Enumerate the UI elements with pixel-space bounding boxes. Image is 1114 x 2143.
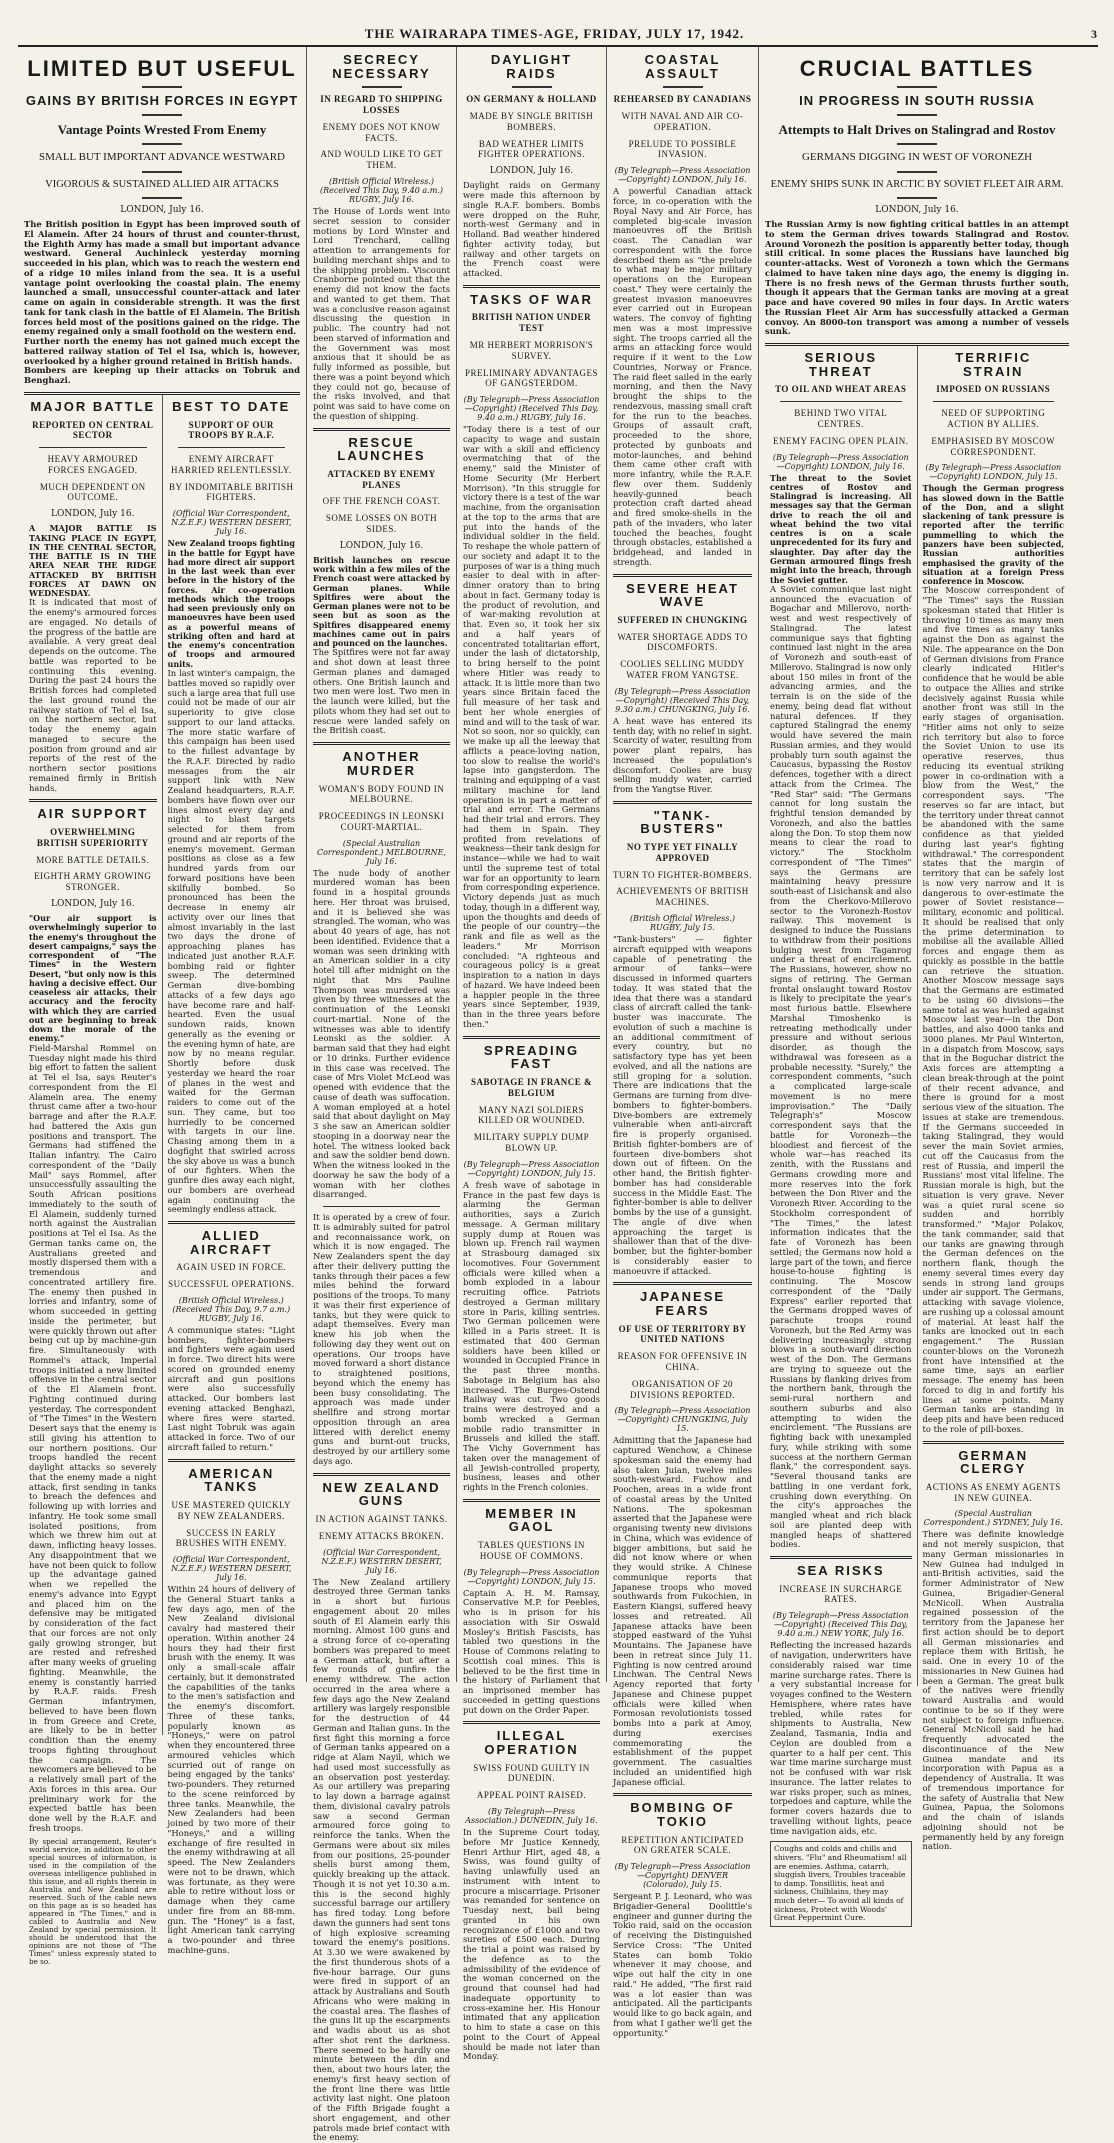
source-note: (By Telegraph—Press Association—Copyright) (Received This Day, 9.40 a.m.) RUGBY, July 16. [463, 395, 600, 423]
murder-story [313, 742, 450, 1466]
caps-paragraph: New Zealand troops fighting in the battle for Egypt have had more direct air support in the last week than ever before in the history of the forces. Air co-operation methods which the troops had seen previously only on manoeuvres have been used as a powerful means of striking often and hard at the enemy's concentration of troops and armoured units. [167, 538, 295, 669]
sub-central-sector: REPORTED ON CENTRAL SECTOR [32, 419, 154, 441]
source-note: (Special Australian Correspondent.) MELBOURNE, July 16. [316, 838, 447, 866]
heat-story [613, 574, 752, 795]
sub-guilty: SWISS FOUND GUILTY IN DUNEDIN. [473, 1762, 590, 1784]
subhead-arctic: ENEMY SHIPS SUNK IN ARCTIC BY SOVIET FLEET AIR ARM. [770, 178, 1064, 190]
sub-losses: SOME LOSSES ON BOTH SIDES. [325, 513, 438, 535]
divider [178, 447, 286, 448]
body-text: Reflecting the increased hazards of navigation, underwriters have considerably raised war time marine surcharge rates. There is a very substantial increase for voyages confined to the Western Hemisphere, where rates have trebled, while rates for shipments to Australia, New Zealand, Tasmania, India and Ceylon are doubled from a quarter to a half per cent. This war time marine surcharge must not be confused with war risk insurance. The latter relates to war risks proper, such as mines, torpedoes and capture, while the former covers hazards due to travelling without lights, peace time navigation aids, etc. [770, 1640, 912, 1836]
sub-invasion: PRELUDE TO POSSIBLE INVASION. [628, 138, 737, 160]
source-note: (By Telegraph—Press Association—Copyright) LONDON, July 15. [463, 1567, 600, 1586]
sub-repetition: REPETITION ANTICIPATED ON GREATER SCALE. [621, 1834, 744, 1856]
headline-sea-risks: SEA RISKS [796, 1563, 885, 1579]
sub-centres: BEHIND TWO VITAL CENTRES. [794, 408, 888, 429]
headline-japanese: JAPANESE FEARS [639, 1289, 726, 1318]
caps-paragraph: A MAJOR BATTLE IS TAKING PLACE IN EGYPT, IN THE CENTRAL SECTOR, THE BATTLE IS IN THE AREA NEAR THE RIDGE ATTACKED BY BRITISH FORCES AT DAWN ON WEDNESDAY. [29, 523, 157, 599]
subhead-air-attacks: VIGOROUS & SUSTAINED ALLIED AIR ATTACKS [45, 178, 279, 190]
serious-threat-story [765, 346, 918, 1923]
source-note: (British Official Wireless.) RUGBY, July 15. [629, 914, 736, 933]
headline-heat: SEVERE HEAT WAVE [626, 580, 739, 610]
german-clergy-story [923, 1441, 1065, 1853]
dateline: LONDON, July 16. [51, 899, 135, 910]
sub-correspondent: EMPHASISED BY MOSCOW CORRESPONDENT. [931, 435, 1056, 457]
sub-killed: MANY NAZI SOLDIERS KILLED OR WOUNDED. [477, 1104, 586, 1126]
sub-fighters: BY INDOMITABLE BRITISH FIGHTERS. [169, 481, 294, 503]
body-text: The Moscow correspondent of "The Times" says the Russian spokesman stated that Hitler is throwing 10 times as many men and five times as many tanks against the Don as against the Nile. The appearance on the Don of German divisions from France clearly indicated Hitler's confidence that he would be able to outpace the Allies and strike decisively against Russia while another front was still in the early stages of organisation. "Hitler aims not only to seize rich territory but also to force the Soviet Union to use its operative reserves, thus reducing its eventual striking power in co-ordination with a blow from the West," the correspondent says. "The reserves so far are intact, but the territory under threat cannot be abandoned with the same confidence as that yielded during last year's fighting withdrawal." The correspondent states that the margin of territory that can be safely lost is now very narrow and it is dangerous to over-estimate the power of Soviet resistance—military, economic and political. It should be realised that only the prime determination to mobilise all the available Allied forces and engage them as quickly as possible in the battle can retrieve the situation. Another Moscow message says that the Germans are estimated to be using 60 divisions—the same total as was hurled against Moscow last year—in the Don battles, and also 4000 tanks and 3000 planes. Mr Paul Winterton, in a dispatch from Moscow, says that in the Boguchar district the Axis forces are attempting a clean break-through at the point of their recent advance, and there is ground for a most serious view of the situation. The issues at stake are tremendous. If the Germans succeeded in taking Stalingrad, they would sever the main Soviet armies, cut off the Caucasus from the rest of Russia, and imperil the Russians' most vital lifeline. The Russian morale is high, but the situation is very grave. Never was a quiet rural scene so sudden and horribly transformed." "Major Polakov, the tank commander, said that our tanks are gnawing through the German defences on the northern flank, though the enemy several times every day sends in strong land groups under air support. The Germans, attacking with savage violence, are rushing up a colossal amount of material. At least half the tanks are knocked out in each engagement." The Russian counter-blows on the Voronezh front have intensified at the same time, says an earlier message. The enemy has been forced to dig in and fortify his lines at some points. Many German tanks are standing in deep pits and have been reduced to the role of pill-boxes. [922, 585, 1064, 1434]
body-text: Field-Marshal Rommel on Tuesday night made his third big effort to fatten the salient at Tel el Isa, says Reuter's correspondent from the El Alamein area. The enemy thrust came after a two-hour barrage and after the R.A.F. had battered the Axis gun positions and transport. The Germans had stiffened the Italian infantry. The Cairo correspondent of the "Daily Mail" says Rommel, after unsuccessfully assaulting the South African positions immediately to the south of El Alamein, suddenly turned north against the Australian positions at Tel el Isa. As the German tanks came on, the Australians greeted and mostly dispersed them with a tremendous and concentrated artillery fire. The enemy then pushed in lorries and infantry, some of whom succeeded in getting inside the perimeter, but were quickly thrown out after being cut up by machine-gun fire. Simultaneously with Rommel's attack, Imperial troops initiated a new limited offensive in the central sector of the El Alamein front. Fighting continued during yesterday. The correspondent of "The Times" in the Western Desert says that the enemy is still giving his attention to our northern positions. Our troops handled the recent daylight attacks so severely that the enemy made a night attack, first sending in tanks to breach the defences and following up with lorries and infantry. He took some small isolated positions, from which we threw him out at dawn, inflicting heavy losses. Any disappointment that we have not been quick to follow up the advantage gained when we repelled the enemy's advance into Egypt and placed him on the defensive may be mitigated by consideration of the fact that our forces are not only gaily growing stronger, but are rested and refreshed after many weeks of grueling fighting. Meanwhile, the enemy is constantly harried by R.A.F. raids. Fresh German infantrymen, believed to have been flown in from Greece and Crete, are likely to be in better condition than the enemy troops fighting throughout the campaign. The newcomers are believed to be a relatively small part of the Axis forces in this area. Our preliminary work for the expected battle has been done well by the R.A.F. and fresh troops. [29, 1042, 157, 1833]
headline-air-support: AIR SUPPORT [37, 806, 149, 822]
dateline: LONDON, July 16. [339, 540, 424, 551]
source-note: (British Official Wireless.) (Received This Day, 9.7 a.m.) RUGBY, July 16. [172, 1295, 291, 1323]
guns-story [313, 1473, 450, 2143]
sub-gangsterdom: PRELIMINARY ADVANTAGES OF GANGSTERDOM. [464, 367, 599, 389]
dateline: LONDON, July 16. [51, 509, 135, 520]
sub-plain: ENEMY FACING OPEN PLAIN. [773, 435, 909, 446]
headline-tank-busters: "TANK-BUSTERS" [640, 807, 725, 837]
column-5 [759, 47, 1075, 1923]
sub-divisions: ORGANISATION OF 20 DIVISIONS REPORTED. [630, 1378, 735, 1400]
headline-best-to-date: BEST TO DATE [172, 398, 291, 414]
lead-paragraph: The Russian Army is now fighting critical battles in an attempt to stem the German drives towards Stalingrad and Rostov. Around Voronezh the position is apparently better today, though still critical. In some places the Russians have launched big counter-attacks. West of Voronezh a town which the Germans claimed to have taken nine days ago, the enemy is digging in. There is no fresh news of the German thrusts further south, though it appears that the German tanks are moving at a great pace and have covered 90 miles in four days. In Arctic waters the Russian Fleet Air Arm has successfully attacked a German convoy. An 8000-ton transport was among a number of vessels sunk. [765, 219, 1069, 337]
divider [780, 401, 902, 402]
illegal-story [463, 1721, 600, 2062]
sub-broken: ENEMY ATTACKS BROKEN. [318, 1530, 445, 1541]
col5-split [765, 343, 1069, 1923]
tasks-story [463, 285, 600, 1030]
source-note: (By Telegraph—Press Association—Copyright) LONDON, July 16. [614, 166, 751, 185]
masthead [18, 26, 1098, 47]
sub-questions: TABLES QUESTIONS IN HOUSE OF COMMONS. [478, 1540, 585, 1561]
peppermint-cure-ad: Coughs and colds and chills and shivers. "Flu" and Rheumatism! all are enemies. Asthma, catarrh, sluggish livers, Troubles traceable to damp. Tonsillitis, heat and sickness, Chilblains, they may much deter— To avoid all kinds of sickness, Protect with Woods' Great Peppermint Cure. [770, 1841, 912, 1927]
japanese-story [613, 1282, 752, 1787]
headline-rescue: RESCUE LAUNCHES [337, 434, 426, 464]
sub-superiority: OVERWHELMING BRITISH SUPERIORITY [36, 827, 149, 848]
headline-german-clergy: GERMAN CLERGY [958, 1447, 1029, 1477]
headline-tokio: BOMBING OF TOKIO [630, 1800, 735, 1829]
sea-risks-story [770, 1556, 912, 1927]
headline-spreading: SPREADING FAST [483, 1042, 580, 1072]
subhead-south-russia: IN PROGRESS IN SOUTH RUSSIA [799, 93, 1035, 109]
subhead-small-advance: SMALL BUT IMPORTANT ADVANCE WESTWARD [39, 151, 285, 164]
masthead-title: THE WAIRARAPA TIMES-AGE, FRIDAY, JULY 17, 1942. [364, 26, 745, 41]
headline-american-tanks: AMERICAN TANKS [188, 1465, 275, 1495]
body-text: There was definite knowledge and not merely suspicion, that many German missionaries in New Guinea had indulged in anti-British activities, said the former Administrator of New Guinea, Brigadier-General McNicoll. When Australia regained possession of the territory from the Japanese her first action should be to deport all German missionaries and replace them with British, he said. One in every 10 of the missionaries in New Guinea had been a German. The great bulk of the natives were friendly toward Australia and would continue to be so if they were not subject to foreign influence. General McNicoll said he had frequently advocated the discontinuance of the New Guinea mandate and its incorporation with Papua as a dependency of Australia. It was of tremendous importance for the safety of Australia that New Guinea, Papua, the Solomons and the chain of islands adjoining should not be permanently held by any foreign nation. [922, 1529, 1064, 1852]
body-text: A powerful Canadian attack force, in co-operation with the Royal Navy and Air Force, has completed big-scale invasion manoeuvres off the British coast. The Canadian war correspondent with the force described them as "the prelude to what may be major military operations on the European coast." They were certainly the greatest invasion manoeuvres ever carried out in European waters. The convoy of fighting men was a most impressive sight. The troops carried all the arms an attacking force would require if it went to the Low Countries, Norway or France. The raid fleet sailed in the early morning, and then the Navy brought the ships to the rendezvous, massing small craft for the run to the beaches. Groups of assault craft, proceeded to the shore, protected by gunboats and motor-launches, and behind them came other craft with more infantry, while the R.A.F. flew over them. Suddenly heavily-gunned beach protection craft darted ahead and fired smoke-shells in the path of the invaders, who later touched the beaches, fought through obstacles, established a bridgehead, and landed in strength. [613, 186, 752, 567]
source-note: (By Telegraph—Press Association—Copyright) LONDON, July 16. [772, 452, 909, 471]
sub-no-type: NO TYPE YET FINALLY APPROVED [626, 842, 739, 863]
subhead-voronezh: GERMANS DIGGING IN WEST OF VORONEZH [801, 151, 1033, 164]
sub-get-them: AND WOULD LIKE TO GET THEM. [320, 149, 443, 171]
sub-weather: BAD WEATHER LIMITS FIGHTER OPERATIONS. [477, 138, 585, 160]
headline-murder: ANOTHER MURDER [342, 749, 421, 778]
headline-serious-threat: SERIOUS THREAT [804, 350, 877, 379]
divider [142, 197, 182, 199]
body-text: Within 24 hours of delivery of the General Stuart tanks a few days ago, men of the New Zealand divisional cavalry had mastered their operation. Within another 24 hours they had their first brush with the enemy. It was only a small-scale affair certainly, but it demonstrated the capabilities of the tanks to the men's satisfaction and the enemy's discomfort. Three of these tanks, popularly known as "Honeys," were on patrol when they encountered three armoured vehicles which scurried out of range on being engaged by the tanks' two-pounders. They returned to the scene reinforced by three tanks. Meanwhile, the New Zealanders had been joined by two more of their "Honeys," and a willing exchange of fire resulted in the enemy withdrawing at all speed. The New Zealanders were not to be drawn, which was fortunate, as they were able to retire without loss or damage when they came under fire from an 88-mm. gun. The "Honey" is a fast, light American tank carrying a two-pounder and three machine-guns. [167, 1584, 295, 1955]
source-note: (By Telegraph—Press Association—Copyright) DENVER (Colorado), July 15. [614, 1862, 751, 1890]
sub-oil-wheat: TO OIL AND WHEAT AREAS [775, 384, 907, 395]
headline-major-battle: MAJOR BATTLE [30, 398, 156, 414]
body-text: A fresh wave of sabotage in France in the past few days is alarming the German authorities, says a Zurich message. A German military supply dump at Rouen was blown up. French rail waymen at Strasbourg damaged six locomotives. Four Government officials were killed when a bomb exploded in a labour recruiting office. Patriots destroyed a German military store in Paris, killing sentries. Two German policemen were killed in a Paris street. It is estimated that 400 German soldiers have been killed or wounded in Occupied France in the past three months. Sabotage in Belgium has also increased. The Burges-Ostend Railway was cut. Two goods trains were destroyed and a bomb wrecked a German mobile radio transmitter in Brussels and killed the staff. The Vichy Government has taken over the management of all Jewish-controlled property, business, leases and other rights in the French colonies. [463, 1179, 600, 1492]
body-text: The New Zealand artillery destroyed three German tanks in a short but furious engagement about 20 miles south of El Alamein early this morning. Almost 100 guns and a strong force of co-operating bombers was prepared to meet a German attack, but after a few rounds of gunfire the enemy withdrew. The action occurred in the area where a few days ago the New Zealand artillery was largely responsible for the destruction of 44 German and Italian guns. In the first fight this morning a force of German tanks appeared on a ridge at Alam Nayil, which we had used most successfully as an observation post yesterday. As our artillery was preparing to lay down a barrage against them, divisional cavalry patrols saw a second German armoured force going to reinforce the tanks. When the Germans were about six miles from our positions, 25-pounder shells burst among them, quickly breaking up the attack. Though it is not yet 10.30 a.m. this is the second highly successful barrage our artillery has fired today. Long before dawn the gunners had sent tons of high explosive screaming toward the enemy's positions. At 3.30 we were awakened by the first thunderous shots of a five-hour barrage. Our guns were fired in support of an attack by Australians and South Africans who were making in the coastal area. The flashes of the guns lit up the escarpments and wadis about us as shot after shot rent the darkness. There seemed to be hardly one minute between the din and then, about two hours later, the enemy's first heavy section of the front line there was little activity last night. One platoon of the Fifth Brigade fought a short engagement, and other patrols made brief contact with the enemy. [313, 1576, 450, 2143]
dateline: LONDON, July 16. [120, 205, 204, 216]
allied-aircraft-story [168, 1221, 296, 1453]
body-text: A Soviet communique last night announced the evacuation of Bogachar and Millerovo, north-west and west respectively of Stalingrad. The latest communique says that fighting continued last night in the area of Voronezh and south-east of Millerovo. Stalingrad is now only about 150 miles in front of the advancing armies, and the terrain is on the side of the enemy, being dead flat without natural defences. If they captured Stalingrad the enemy would have severed the main Russian armies, and they would probably turn south against the Caucasus, bypassing the Rostov defences, together with a direct attack from the Crimea. The "Red Star" said: "The Germans cannot for long sustain the frightful tension demanded by Voronezh, and also the battles along the Don. To stop them now means to clear the road to victory." The Stockholm correspondent of "The Times" says the Germans are maintaining heavy pressure south-east of Lisichansk and also from the Cherkovo-Millerovo sector to the Voronezh-Rostov railway. This movement is designed to induce the Russians to withdraw from their positions bulging west from Taganrog under a threat of encirclement. The Russians, however, show no signs of retiring. The German frontal onslaught toward Rostov is likely to precipitate the year's most furious battle. Elsewhere Marshal Timoshenko is retreating methodically under pressure and without serious disorder, as though the withdrawal was foreseen as a probable necessity. "Surely," the correspondent comments, "such a complicated large-scale movement is no mere improvisation." The "Daily Telegraph's" Moscow correspondent says that the battle for Voronezh—the bloodiest and fiercest of the whole war—has reached its zenith, with the Russians and Germans crowding more and more reserves into the fork between the Don River and the Voronezh River. According to the Stockholm correspondent of "The Times," the latest information indicates that the fate of Voronezh has been settled; the Germans now hold a large part of the town, and fierce house-to-house fighting is continuing. The Moscow correspondent of the "Daily Express" earlier reported that the Germans dropped waves of parachute troops round Voronezh, but the Red Army was delivering increasingly strong blows in a south-ward direction west of the Don. The Germans are trying to squeeze out the Russians by flanking drives from the northern bank, through the semi-rural northern and southern suburbs and also attempting to widen the encirclement. "The Russians are fighting back with unexampled fury, while striking with some success at the northern German flank," the correspondent says. "Several thousand tanks are battling in one verdant fork, crushing down everything. On the city's approaches the mangled wheat and rich black soil are planted deep with mangled heaps of shattered bodies. [770, 583, 912, 1550]
sub-allies: NEED OF SUPPORTING ACTION BY ALLIES. [941, 408, 1046, 429]
source-note: (By Telegraph—Press Association—Copyright) CHUNGKING, July 15. [614, 1406, 751, 1434]
column-4 [607, 47, 759, 2038]
sub-appeal: APPEAL POINT RAISED. [476, 1790, 587, 1801]
sub-brushes: SUCCESS IN EARLY BRUSHES WITH ENEMY. [175, 1527, 287, 1549]
sub-harried: ENEMY AIRCRAFT HARRIED RELENTLESSLY. [171, 454, 292, 475]
columns [18, 47, 1098, 2143]
sub-single-bombers: MADE BY SINGLE BRITISH BOMBERS. [469, 111, 594, 132]
body-text: Daylight raids on Germany were made this afternoon by single R.A.F. bombers. Bombs were dropped on the Ruhr, north-west Germany and in Holland. Bad weather hindered fighter activity today, but railway and other targets on the French coast were attacked. [463, 180, 600, 279]
sub-china: REASON FOR OFFENSIVE IN CHINA. [617, 1351, 748, 1372]
body-text: "Tank-busters" — fighter aircraft equipped with weapons capable of penetrating the armour of tanks—were discussed in informed quarters today. It was stated that the idea that there was a standard class of aircraft called the tank-buster was inaccurate. The evolution of such a machine is an additional commitment of every country, but no satisfactory type has yet been evolved, and all the nations are still groping for a solution. There are indications that the Germans are turning from dive-bombers to fighter-bombers. Dive-bombers are extremely vulnerable when anti-aircraft fire is properly organised. British fighter-bombers are of fourteen dive-bombers shot down out of fifteen. On the other hand, the British fighter-bomber has had considerable success in the Middle East. The fighter-bomber is able to deliver bombs by the use of a gunsight. The angle of dive when approaching the target is shallower than that of the dive-bomber, but the fighter-bomber is considerably easier to manoeuvre if attacked. [613, 934, 752, 1276]
best-to-date-story [163, 395, 301, 1955]
major-battle-story [24, 395, 163, 1967]
sub-outcome: MUCH DEPENDENT ON OUTCOME. [39, 481, 146, 503]
sub-territory: OF USE OF TERRITORY BY UNITED NATIONS [618, 1323, 747, 1345]
body-text: Sergeant P. J. Leonard, who was Brigadier-General Doolittle's engineer and gunner during the Tokio raid, said on the occasion of receiving the Distinguished Service Cross: "The United States can bomb Tokio whenever it may choose, and wipe out half the city in one raid." He added, "The first raid was a lot easier than was anticipated. All the participants would like to go back again, and from what I gather we'll get the opportunity." [613, 1891, 752, 2038]
gaol-story [463, 1499, 600, 1716]
continued-text: It is operated by a crew of four. It is admirably suited for patrol and reconnaissance work, on which it is now engaged. The New Zealanders spent the day after their delivery putting the tanks through their paces a few miles behind the forward positions of the troops. To many it was their first experience of tanks, but they were quick to adapt themselves. Every man knew his job when the following day they went out on operations. Our troops have moved forward a short distance to straightened positions, beyond which the enemy has been busy consolidating. The approach was made under shellfire and strong mortar opposition through an area littered with derelict enemy guns and burnt-out trucks, destroyed by our artillery some days ago. [313, 1212, 450, 1466]
sub-stronger: EIGHTH ARMY GROWING STRONGER. [34, 871, 152, 893]
body-text: The nude body of another murdered woman has been found in a hospital grounds here. Her throat was bruised, and it is believed she was strangled. The woman, who was about 40 years of age, has not been identified. Evidence that a woman was seen drinking with an American soldier in a city hotel till after midnight on the night that Mrs Pauline Thompson was murdered was given by three witnesses at the continuation of the Leonski court-martial. None of the witnesses was able to identify Leonski as the soldier. A barman said that they had eight or 10 drinks. Further evidence in this case was received. The case of Mrs Violet McLeod was opened with evidence that the cause of death was suffocation. A woman employed at a hotel said that about daylight on May 3 she saw an American soldier stooping in a doorway near the hotel. The witness looked back and saw the soldier bend down. When the witness looked in the doorway he saw the body of a woman with her clothes disarranged. [313, 867, 450, 1200]
divider [512, 86, 552, 88]
sub-body-found: WOMAN'S BODY FOUND IN MELBOURNE. [318, 783, 445, 805]
headline-crucial: CRUCIAL BATTLES [799, 56, 1035, 81]
headline-illegal: ILLEGAL OPERATION [484, 1728, 579, 1758]
source-note: (By Telegraph—Press Association.) DUNEDIN, July 16. [465, 1807, 598, 1826]
source-note: (By Telegraph—Press Association—Copyright) LONDON, July 15. [463, 1159, 600, 1178]
sub-attacked: ATTACKED BY ENEMY PLANES [327, 468, 436, 490]
column-1 [18, 47, 307, 1967]
sub-armoured: HEAVY ARMOURED FORCES ENGAGED. [47, 454, 138, 475]
subhead-gains: GAINS BY BRITISH FORCES IN EGYPT [25, 93, 299, 109]
body-text: "Today there is a test of our capacity to wage and sustain war with a skill and efficiency overmatching that of the enemy," said the Minister of Home Security (Mr Herbert Morrison). "In this struggle for victory there is a test of the war machine, from the organisation at the top to the arms that are put into the hands of the individual soldier in the field. To reshape the whole pattern of our society and adapt it to the purposes of war is a thing much easier to deal with in after-dinner oratory than to bring about in fact. Germany today is the product of revolution, and of war-making revolution at that. Even so, it took her six and a half years of concentrated totalitarian effort, under the lash of dictatorship, to bring herself to the point where Hitler was ready to attack. It is little more than two years since Britain faced the full measure of her task and bent her whole energies of mind and will to the task of war. Not so soon, nor so quickly, can we make up all the leeway that afflicts a peace-loving nation, too slow to realise the world's lapse into gangsterdom. The training and equipping of a vast military machine for land operation is in part a matter of trial and error. The Germans had their trial and errors. They had them in Spain. They profited from revelations of weakness—their tank design for instance—while we had to wait until the supreme test of total war for an opportunity to learn from corresponding experience. Victory depends just as much today, though in a different way, upon the thoughts and deeds of the people of our country—the rank and file as well as the leaders." Mr Morrison concluded: "A righteous and courageous policy is a great inspiration to a nation in days of hazard. We have indeed been a happier people in the three years since September, 1939, than in the three years before then." [463, 424, 600, 1029]
body-text: In last winter's campaign, the battles moved so rapidly over such a large area that full use could not be made of our air superiority to give close support to our land attacks. The more static warfare of this campaign has been used to the fullest advantage by the R.A.F. Directed by radio messages from the air support link with New Zealand headquarters, R.A.F. bombers have flown over our lines almost every day and night to blast targets selected for them from ground and air reports of the enemy's movement. German positions as close as a few hundred yards from our forward positions have been skilfully bombed. So pronounced has been the decrease in enemy air activity over our lines that almost invariably in the last two days the drone of approaching planes has indicated just another R.A.F. bombing raid or fighter sweep. The determined German dive-bombing attacks of a few days ago have become rare and half-hearted. Even the usual sundown raids, known generally as the evening or the evening hymn of hate, are now by no means regular. Shortly before dusk yesterday we heard the roar of planes in the west and waited for the German raiders to come out of the sun. They came, but too hurriedly to be concerned with targets in our line. Chasing among them in a dogfight that swirled across the sky above us was a bunch of our fighters. When the gunfire dies away each night, our bombers are overhead again continuing the seemingly endless attack. [167, 668, 295, 1215]
sub-canadians: REHEARSED BY CANADIANS [613, 94, 752, 105]
lead-paragraph-3: Bombers are keeping up their attacks on Tobruk and Benghazi. [24, 365, 300, 386]
sub-mastered: USE MASTERED QUICKLY BY NEW ZEALANDERS. [171, 1499, 292, 1521]
source-note: (By Telegraph—Press Association—Copyright) (Received This Day, 9.40 a.m.) NEW YORK, July 16. [772, 1611, 909, 1639]
sub-naval-air: WITH NAVAL AND AIR CO-OPERATION. [621, 111, 744, 132]
source-note: (By Telegraph—Press Association—Copyright) LONDON, July 15. [925, 463, 1062, 482]
sub-successful: SUCCESSFUL OPERATIONS. [168, 1279, 295, 1290]
body-text: Captain A. H. M. Ramsay, Conservative M.P. for Peebles, who is in prison for his association with Sir Oswald Mosley's British Fascists, has tabled two questions in the House of Commons relating to Scottish coal mines. This is believed to be the first time in the history of Parliament that an imprisoned member has succeeded in getting questions put down on the Order Paper. [463, 1587, 600, 1715]
source-note: (British Official Wireless.) (Received This Day, 9.40 a.m.) RUGBY, July 16. [320, 177, 443, 205]
body-text: A heat wave has entered its tenth day, with no relief in sight. Scarcity of water, resulting from power plant repairs, has increased the population's discomfort. Coolies are busy selling muddy water, carried from the Yangtse River. [613, 715, 752, 795]
source-note: (Official War Correspondent, N.Z.E.F.) WESTERN DESERT, July 16. [171, 1555, 292, 1583]
rescue-story [313, 428, 450, 737]
sub-support: SUPPORT OF OUR TROOPS BY R.A.F. [188, 419, 275, 441]
subhead-stalingrad: Attempts to Halt Drives on Stalingrad and Rostov [778, 121, 1056, 137]
headline-daylight: DAYLIGHT RAIDS [490, 52, 573, 81]
divider [142, 143, 182, 145]
page-number: 3 [1091, 27, 1098, 41]
sub-shipping: IN REGARD TO SHIPPING LOSSES [320, 94, 443, 116]
caps-paragraph: "Our air support is overwhelmingly superior to the enemy's throughout the desert campaigns," says the correspondent of "The Times" in the Western Desert, "but only now is this having a decisive effect. Our ceaseless air attacks, their accuracy and the ferocity with which they are carried out are beginning to break down the morale of the enemy." [29, 913, 157, 1044]
spreading-story [463, 1036, 600, 1493]
headline-allied-aircraft: ALLIED AIRCRAFT [190, 1228, 273, 1257]
air-support-story [29, 799, 157, 1966]
lead-paragraph-2: Further north the enemy has not gained much except the battered railway station of Tel el Isa, which is, however, overlooked by a higher ground retained in British hands. [24, 336, 300, 366]
tokio-story [613, 1793, 752, 2038]
sub-facts: ENEMY DOES NOT KNOW FACTS. [322, 121, 441, 143]
sub-dump: MILITARY SUPPLY DUMP BLOWN UP. [473, 1132, 590, 1153]
dateline: LONDON, July 16. [875, 205, 959, 216]
source-note: (Special Australian Correspondent.) SYDNEY, July 16. [923, 1509, 1063, 1528]
dateline: LONDON, July 16. [489, 166, 574, 177]
sub-fighter-bombers: TURN TO FIGHTER-BOMBERS. [613, 869, 752, 880]
footnote: By special arrangement, Reuter's world service, in addition to other special sources of information, is used in the compilation of the overseas intelligence published in this issue, and all rights therein in Australia and New Zealand are reserved. Such of the cable news on this page as is so headed has appeared in "The Times," and is cabled to Australia and New Zealand by special permission. It should be understood that the opinions are not those of "The Times" unless expressly stated to be so. [29, 1836, 157, 1967]
headline-gaol: MEMBER IN GAOL [485, 1505, 578, 1535]
divider [897, 171, 937, 173]
column-3 [457, 47, 607, 2062]
source-note: (Official War Correspondent, N.Z.E.F.) WESTERN DESERT, July 16. [171, 509, 292, 537]
sub-achievements: ACHIEVEMENTS OF BRITISH MACHINES. [616, 886, 749, 908]
divider [897, 86, 937, 88]
subhead-vantage: Vantage Points Wrested From Enemy [57, 121, 267, 137]
divider [933, 401, 1055, 402]
source-note: (By Telegraph—Press Association—Copyright) (Received This Day, 9.30 a.m.) CHUNGKING, July 16. [614, 686, 751, 714]
column-2 [307, 47, 457, 2143]
divider [897, 143, 937, 145]
headline-secrecy: SECRECY NECESSARY [332, 52, 431, 81]
body-text: Admitting that the Japanese had captured Wenchow, a Chinese spokesman said the enemy had also taken Juian, twelve miles south-westward. Fuchow and Poochen, areas in a wide front of coastal areas by the United Nations. The spokesman asserted that the Japanese were organising twenty new divisions in China, which was evidence of bigger ambitions, but said he did not know where or when they would strike. A Chinese communique reports that Japanese troops who moved southwards from Fukochien, in Eastern Kiangsi, suffered heavy losses and retreated. All Japanese attacks have been stopped eastward of the Yuhsi Mountains. The Japanese have been in retreat since July 11. Fighting is now centred around Linchwan. The Central News Agency reported that forty Japanese and Chinese puppet officials were killed when Formosan revolutionists tossed bombs into a park at Amoy, during exercises commemorating the establishment of the puppet government. The casualties included an unidentified high Japanese official. [613, 1435, 752, 1787]
sub-water: WATER SHORTAGE ADDS TO DISCOMFORTS. [617, 631, 748, 653]
sub-force: AGAIN USED IN FORCE. [176, 1262, 287, 1273]
caps-paragraph: The threat to the Soviet centres of Rostov and Stalingrad is increasing. All messages say that the German drive to reach the oil and wheat behind the two vital centres is on a scale unprecedented for its fury and slaughter. Day after day the German armoured flings fresh might into the breach, through the Soviet gutter. [770, 472, 912, 585]
sub-surcharge: INCREASE IN SURCHARGE RATES. [779, 1583, 903, 1605]
divider [897, 197, 937, 199]
sub-russians: IMPOSED ON RUSSIANS [936, 384, 1051, 395]
divider [142, 171, 182, 173]
sub-chungking: SUFFERED IN CHUNGKING [617, 614, 748, 625]
divider [663, 86, 703, 88]
sub-french-coast: OFF THE FRENCH COAST. [322, 496, 441, 507]
body-text: In the Supreme Court today, before Mr Justice Kennedy, Henri Arthur Hirt, aged 48, a Swiss, was found guilty of having unlawfully used an instrument with intent to procure a miscarriage. Prisoner was remanded for sentence on Tuesday next, bail being granted in his own recognizance of £1000 and two sureties of £500 each. During the trial a point was raised by the defence as to the admissibility of the evidence of the woman concerned on the ground that counsel had had inadequate opportunity to cross-examine her. His Honour intimated that any application to him to state a case on this point to the Court of Appeal should be made not later than Monday. [463, 1827, 600, 2062]
sub-coolies: COOLIES SELLING MUDDY WATER FROM YANGTSE. [620, 659, 745, 680]
sub-details: MORE BATTLE DETAILS. [36, 854, 150, 865]
body-text: The Spitfires were not far away and shot down at least three German planes and damaged others. One British launch and two men were lost. Two men in the launch were killed, but the pilots whom they had set out to rescue were landed safely on the British coast. [313, 647, 450, 736]
divider [323, 1206, 440, 1207]
caps-paragraph: Though the German progress has slowed down in the Battle of the Don, and a slight slackening of tank pressure is reported after the terrific pummelling to which the panzers have been subjected, Russian authorities emphasised the gravity of the situation at a foreign Press conference in Moscow. [922, 483, 1064, 587]
caps-paragraph: British launches on rescue work within a few miles of the French coast were attacked by German planes. While Spitfires were about the German planes were not to be seen but as soon as the Spitfires disappeared enemy machines came out in pairs and pounced on the launches. [313, 554, 450, 649]
divider [897, 114, 937, 116]
divider [142, 86, 182, 88]
sub-court-martial: PROCEEDINGS IN LEONSKI COURT-MARTIAL. [318, 811, 445, 832]
col1-split [24, 392, 300, 1967]
tank-busters-story [613, 801, 752, 1277]
body-text: A communique states: "Light bombers, fighter-bombers and fighters were again used in force. Two direct hits were scored on grounded enemy aircraft and gun positions were also successfully attacked. Our bombers last evening attacked Benghazi, where fires were started. Last night Tobruk was again attacked in force. Two of our aircraft failed to return." [167, 1324, 295, 1452]
divider [142, 114, 182, 116]
american-tanks-story [168, 1459, 296, 1956]
body-text: It is indicated that most of the enemy's armoured forces are engaged. No details of the progress of the battle are available. A very great deal depends on the outcome. The battle was reported to be continuing this evening. During the past 24 hours the British forces had completed the last ground round the railway station of Tel el Isa, on the northern sector, but today the enemy again managed to secure the position from ground and air reports of the rest of the northern sector positions remained firmly in British hands. [29, 597, 157, 793]
headline-nz-guns: NEW ZEALAND GUNS [322, 1479, 441, 1509]
terrific-strain-story [918, 346, 1070, 1852]
lead-paragraph: The British position in Egypt has been improved south of El Alamein. After 24 hours of thrust and counter-thrust, the Eighth Army has made a small but important advance westward. General Auchinleck yesterday morning succeeded in his plan, which was to reach the western end of a ridge 10 miles inland from the sea. It is a useful vantage point overlooking the coastal plain. The enemy launched a small, unsuccessful counter-attack and later came on again in considerable strength. It was the first tank for tank clash in the battle of El Alamein. The British forces held most of the positions gained on the ridge. The enemy regained only a small foothold on the western end. [24, 219, 300, 337]
headline-tasks: TASKS OF WAR [470, 291, 593, 307]
divider [39, 447, 147, 448]
sub-tanks: IN ACTION AGAINST TANKS. [315, 1513, 448, 1524]
source-note: (Official War Correspondent, N.Z.E.F.) WESTERN DESERT, July 16. [321, 1547, 442, 1575]
headline-terrific-strain: TERRIFIC STRAIN [955, 350, 1032, 379]
headline-coastal: COASTAL ASSAULT [644, 52, 721, 81]
headline-limited: LIMITED BUT USEFUL [27, 56, 297, 81]
divider [362, 86, 402, 88]
sub-morrison: MR HERBERT MORRISON'S SURVEY. [469, 340, 594, 361]
body-text: The House of Lords went into secret session to consider motions by Lord Winster and Lord Trenchard, calling attention to arrangements for building merchant ships and to the shipping problem. Viscount Cranborne pointed out that the enemy did not know the facts and wanted to get them. That was a conclusive reason against discussing the question in public. The country had not been starved of information and the Government was most anxious that it should be as fully informed as possible, but there was a point beyond which they could not go, because of the risks involved, and that point was said to have come on the question of shipping. [313, 206, 450, 421]
sub-sabotage: SABOTAGE IN FRANCE & BELGIUM [470, 1076, 593, 1098]
sub-germany-holland: ON GERMANY & HOLLAND [466, 94, 597, 105]
sub-test: BRITISH NATION UNDER TEST [471, 312, 592, 334]
sub-enemy-agents: ACTIONS AS ENEMY AGENTS IN NEW GUINEA. [925, 1481, 1061, 1503]
